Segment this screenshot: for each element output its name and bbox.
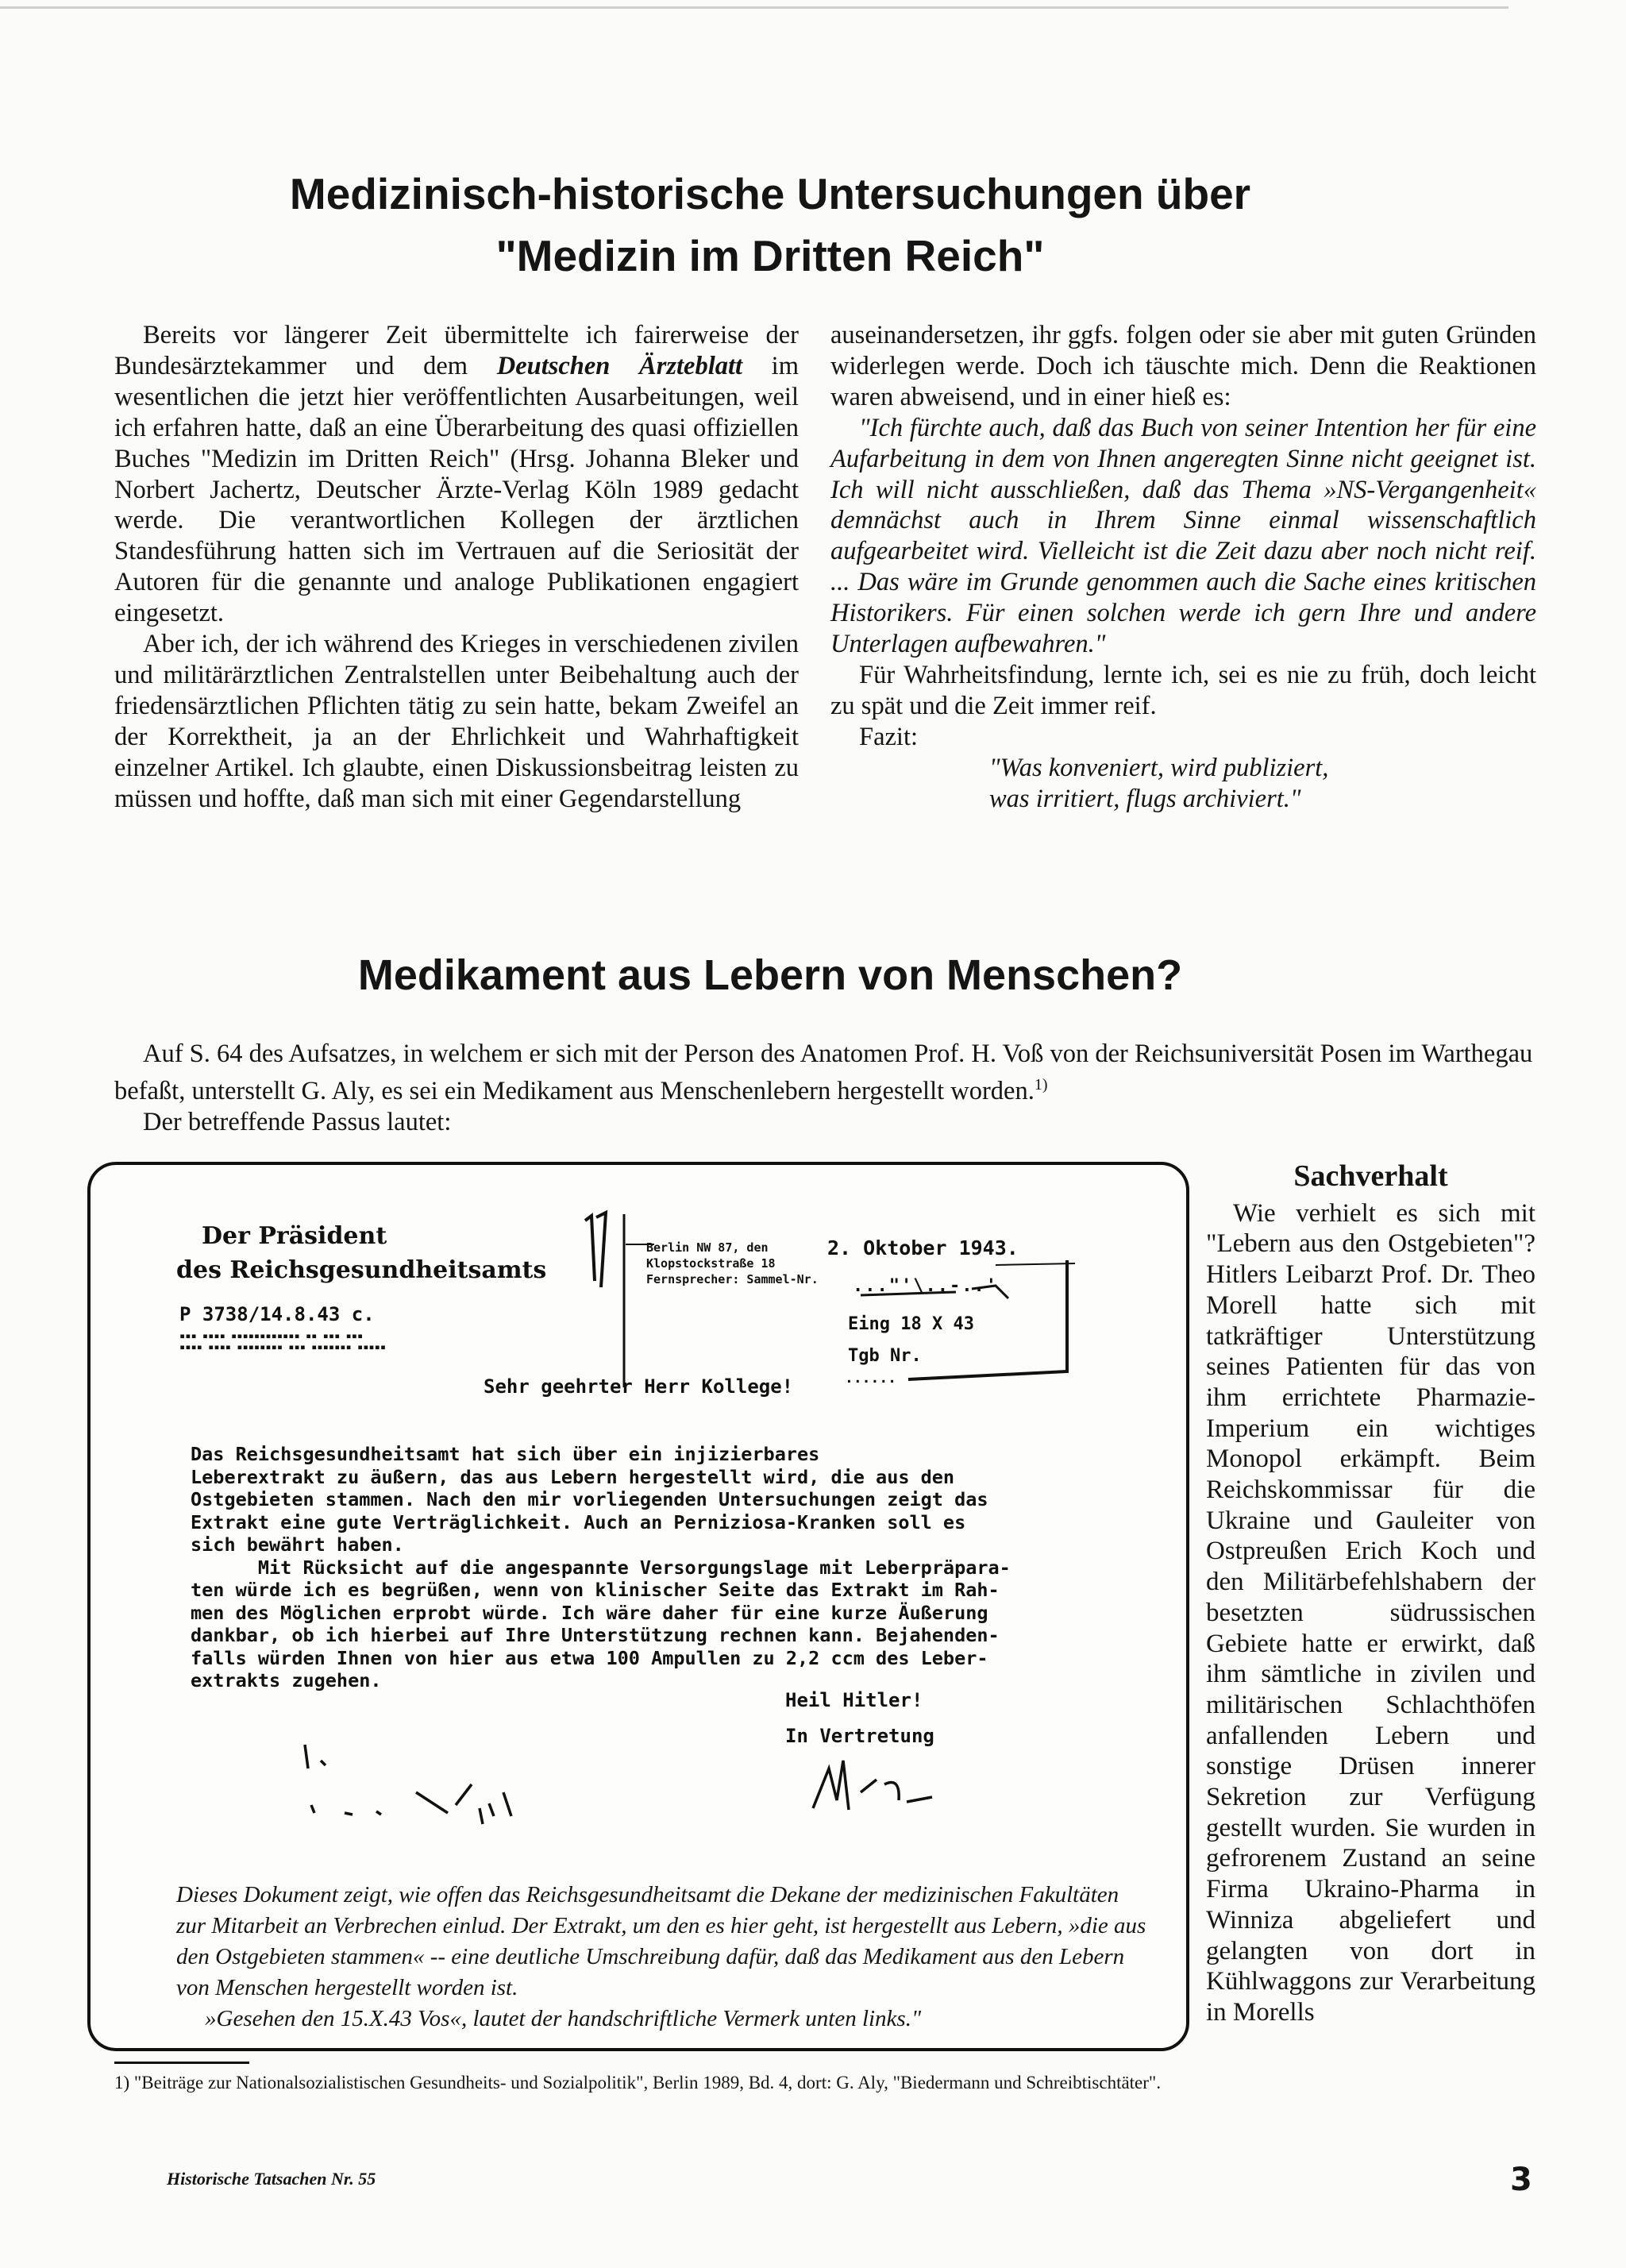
caption-paragraph: Dieses Dokument zeigt, wie offen das Reichsgesundheitsamt die Dekane der medizinischen Fakultäten zur Mitarbeit an Verbrechen einlud. Der Extrakt, um den es hier geht, ist hergestellt aus Lebern, »die aus den Ostgebieten stammen« -- eine deutliche Umschreibung dafür, daß das Medikament aus den Lebern von Menschen hergestellt worden ist.: [176, 1882, 1146, 2000]
section-intro: [114, 1039, 1543, 1138]
handwritten-mark: [579, 1205, 611, 1292]
paragraph: Auf S. 64 des Aufsatzes, in welchem er sich mit der Person des Anatomen Prof. H. Voß von der Reichsuniversität Posen im Warthegau befaßt, unterstellt G. Aly, es sei ein Medikament aus Menschenlebern hergestellt worden.$^{1)}$: [114, 1040, 1533, 1105]
reference-note: ▪▪▪ ▪▪▪▪ ▪▪▪▪▪▪▪▪▪▪▪▪ ▪▪ ▪▪▪ ▪▪▪ ▪▪▪▪ ▪▪▪▪ ▪▪▪▪▪▪▪▪ ▪▪▪ ▪▪▪▪▪▪▪ ▪▪▪▪▪: [179, 1330, 387, 1352]
block-quote: "Ich fürchte auch, daß das Buch von seiner Intention her für eine Aufarbeitung in dem von Ihnen angeregten Sinne nicht geeignet ist. Ich will nicht ausschließen, daß das Thema »NS-Vergangenheit« demnächst auch in Ihrem Sinne einmal wissenschaftlich aufgearbeitet wird. Vielleicht ist die Zeit dazu aber noch nicht reif. ... Das wäre im Grunde genommen auch die Sache eines kritischen Historikers. Für einen solchen werde ich gern Ihre und andere Unterlagen aufbewahren.": [830, 413, 1536, 659]
paragraph: Der betreffende Passus lautet:: [143, 1107, 452, 1136]
paragraph: auseinandersetzen, ihr ggfs. folgen oder sie aber mit guten Gründen widerlegen werde. Doch ich täuschte mich. Denn die Reaktionen waren abweisend, und in einer hieß es:: [830, 321, 1536, 411]
fazit-quote-line-2: was irritiert, flugs archiviert.": [989, 784, 1301, 813]
article-title-line-2: "Medizin im Dritten Reich": [495, 231, 1045, 280]
address-block: [622, 1213, 1115, 1390]
scan-edge: [0, 6, 1508, 9]
facsimile-caption: [176, 1880, 1153, 2035]
stamp-residue: ......: [845, 1370, 897, 1387]
letter-facsimile: [122, 1165, 1154, 1864]
document-facsimile-frame: [87, 1162, 1189, 2051]
sidebar-sachverhalt: [1206, 1161, 1535, 2028]
stamp-eing: Eing 18 X 43: [848, 1314, 974, 1334]
paragraph: Bereits vor längerer Zeit übermittelte ich fairerweise der Bundesärztekammer und dem Deutschen Ärzteblatt im wesentlichen die jetzt hier veröffentlichten Ausarbeitungen, weil ich erfahren hatte, daß an eine Überarbeitung des quasi offiziellen Buches "Medizin im Dritten Reich" (Hrsg. Johanna Bleker und Norbert Jachertz, Deutscher Ärzte-Verlag Köln 1989 gedacht werde. Die verantwortlichen Kollegen der ärztlichen Standesführung hatten sich im Vertrauen auf die Seriosität der Autoren für die genannte und analoge Publikationen engagiert eingesetzt.: [114, 321, 799, 628]
handwritten-annotation: [289, 1737, 638, 1832]
letterhead-line-2: des Reichsgesundheitsamts: [176, 1256, 547, 1284]
stamp-tgb: Tgb Nr.: [848, 1346, 922, 1366]
footnote: 1) "Beiträge zur Nationalsozialistischen Gesundheits- und Sozialpolitik", Berlin 1989, Bd. 4, dort: G. Aly, "Biedermann und Schreibtischtäter".: [114, 2073, 1162, 2092]
fazit-label: Fazit:: [859, 722, 919, 751]
file-reference: P 3738/14.8.43 c.: [179, 1303, 375, 1325]
caption-paragraph: »Gesehen den 15.X.43 Vos«, lautet der handschriftliche Vermerk unten links.": [205, 2006, 922, 2031]
stamp-text: ..."'\..-..': [853, 1276, 998, 1296]
signature: [805, 1745, 948, 1824]
running-footer: Historische Tatsachen Nr. 55: [167, 2169, 376, 2189]
letter-date: 2. Oktober 1943.: [827, 1236, 1019, 1259]
footnote-rule: [114, 2062, 249, 2064]
article-right-column: [830, 320, 1536, 815]
sidebar-text: Wie verhielt es sich mit "Lebern aus den Ostgebieten"? Hitlers Leibarzt Prof. Dr. Theo Morell hatte sich mit tatkräftiger Unterstützung seines Patienten für das von ihm errichtete Pharmazie-Imperium ein wichtiges Monopol erkämpft. Beim Reichskommissar für die Ukraine und Gauleiter von Ostpreußen Erich Koch und den Militärbefehlshabern der besetzten südrussischen Gebiete hatte er erwirkt, daß ihm sämtliche in zivilen und militärischen Schlachthöfen anfallenden Lebern und sonstige Drüsen innerer Sekretion zur Verfügung gestellt wurden. Sie wurden in gefrorenem Zustand an seine Firma Ukraino-Pharma in Winniza abgeliefert und gelangten von dort in Kühlwaggons zur Verarbeitung in Morells: [1206, 1198, 1535, 2027]
page-number: 3: [1510, 2162, 1532, 2198]
paragraph: Für Wahrheitsfindung, lernte ich, sei es nie zu früh, doch leicht zu spät und die Zeit immer reif.: [830, 660, 1536, 720]
letter-body: Das Reichsgesundheitsamt hat sich über ein injizierbares Leberextrakt zu äußern, das aus Lebern hergestellt wird, die aus den Ostgebieten stammen. Nach den mir vorliegenden Untersuchungen zeigt das Extrakt eine gute Verträglichkeit. Auch an Perniziosa-Kranken soll es sich bewährt haben. Mit Rücksicht auf die angespannte Versorgungslage mit Leberpräpara- ten würde ich es begrüßen, wenn von klinischer Seite das Extrakt im Rah- men des Möglichen erprobt würde. Ich wäre daher für eine kurze Äußerung dankbar, ob ich hierbei auf Ihre Unterstützung rechnen kann. Bejahenden- falls würden Ihnen von hier aus etwa 100 Ampullen zu 2,2 ccm des Leber- extrakts zugehen.: [191, 1443, 1011, 1691]
article-title-line-1: Medizinisch-historische Untersuchungen über: [289, 169, 1251, 218]
fazit-quote-line-1: "Was konveniert, wird publiziert,: [989, 753, 1329, 782]
closing: Heil Hitler!: [785, 1689, 923, 1711]
signatory-note: In Vertretung: [785, 1725, 934, 1747]
sender-address: Berlin NW 87, den Klopstockstraße 18 Fernsprecher: Sammel-Nr.: [646, 1240, 819, 1286]
salutation: Sehr geehrter Herr Kollege!: [484, 1375, 794, 1398]
letterhead-line-1: Der Präsident: [202, 1222, 387, 1250]
sidebar-heading: Sachverhalt: [1293, 1159, 1448, 1193]
article-title: [95, 163, 1445, 287]
section-title: Medikament aus Lebern von Menschen?: [357, 951, 1183, 999]
article-left-column: [114, 320, 799, 815]
paragraph: Aber ich, der ich während des Krieges in verschiedenen zivilen und militärärztlichen Zentralstellen unter Beibehaltung auch der friedensärztlichen Pflichten tätig zu sein hatte, bekam Zweifel an der Korrektheit, ja an der Ehrlichkeit und Wahrhaftigkeit einzelner Artikel. Ich glaubte, einen Diskussionsbeitrag leisten zu müssen und hoffte, daß man sich mit einer Gegendarstellung: [114, 630, 799, 813]
